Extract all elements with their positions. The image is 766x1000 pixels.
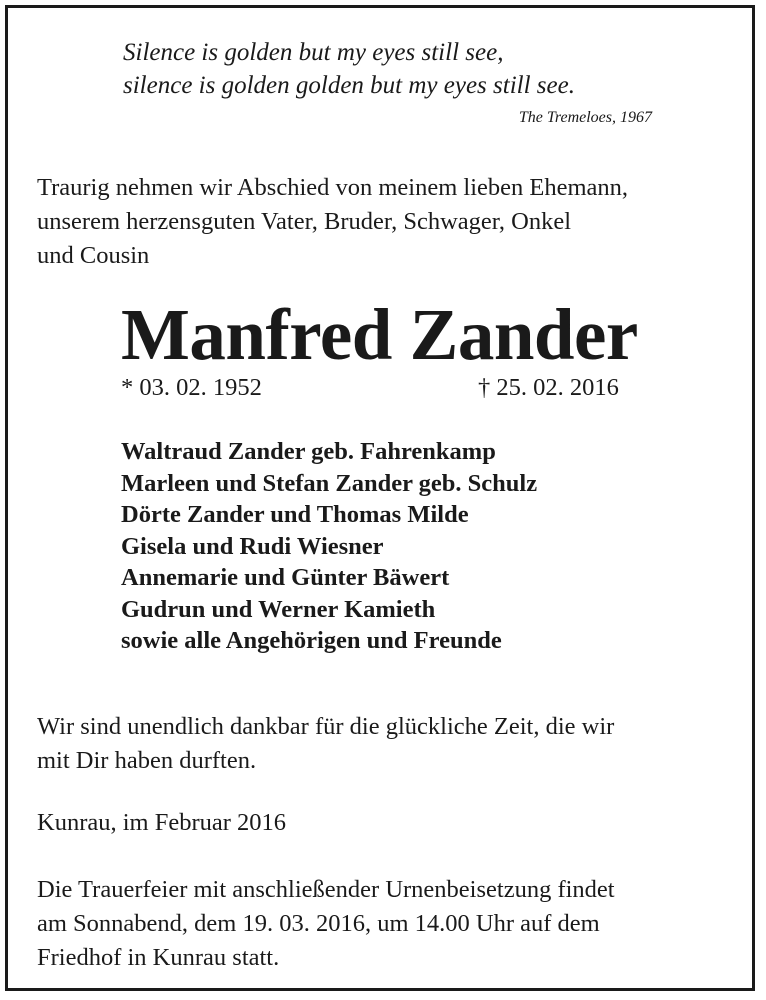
quote-line-2: silence is golden golden but my eyes still see. — [123, 72, 575, 99]
ceremony-line-2: am Sonnabend, dem 19. 03. 2016, um 14.00 Uhr auf dem — [37, 910, 600, 937]
quote-line-1: Silence is golden but my eyes still see, — [123, 39, 504, 66]
mourner-line: Waltraud Zander geb. Fahrenkamp — [121, 438, 496, 465]
mourner-line: Gisela und Rudi Wiesner — [121, 532, 384, 560]
intro-text — [37, 171, 628, 273]
ceremony-line-1: Die Trauerfeier mit anschließender Urnenbeisetzung findet — [37, 876, 615, 903]
intro-line-1: Traurig nehmen wir Abschied von meinem lieben Ehemann, — [37, 174, 629, 201]
ceremony-line-3: Friedhof in Kunrau statt. — [37, 944, 280, 971]
intro-line-3: und Cousin — [37, 242, 150, 269]
death-date: † 25. 02. 2016 — [478, 374, 619, 401]
mourner-line: Dörte Zander und Thomas Milde — [121, 501, 469, 528]
mourner-line: Annemarie und Günter Bäwert — [121, 564, 450, 591]
deceased-name: Manfred Zander — [121, 294, 638, 375]
obituary-notice — [5, 5, 755, 991]
ceremony-text — [37, 873, 615, 975]
mourners-list — [121, 436, 537, 657]
place-date: Kunrau, im Februar 2016 — [37, 809, 287, 836]
epigraph-quote — [123, 36, 575, 102]
quote-source: The Tremeloes, 1967 — [518, 109, 652, 126]
thanks-line-2: mit Dir haben durften. — [37, 747, 257, 774]
thanks-text — [37, 710, 614, 778]
birth-date: * 03. 02. 1952 — [121, 374, 262, 401]
intro-line-2: unserem herzensguten Vater, Bruder, Schwager, Onkel — [37, 208, 572, 235]
mourner-line: Gudrun und Werner Kamieth — [121, 595, 436, 623]
mourner-line: Marleen und Stefan Zander geb. Schulz — [121, 469, 538, 497]
thanks-line-1: Wir sind unendlich dankbar für die glückliche Zeit, die wir — [37, 713, 615, 740]
mourner-line: sowie alle Angehörigen und Freunde — [121, 627, 502, 654]
